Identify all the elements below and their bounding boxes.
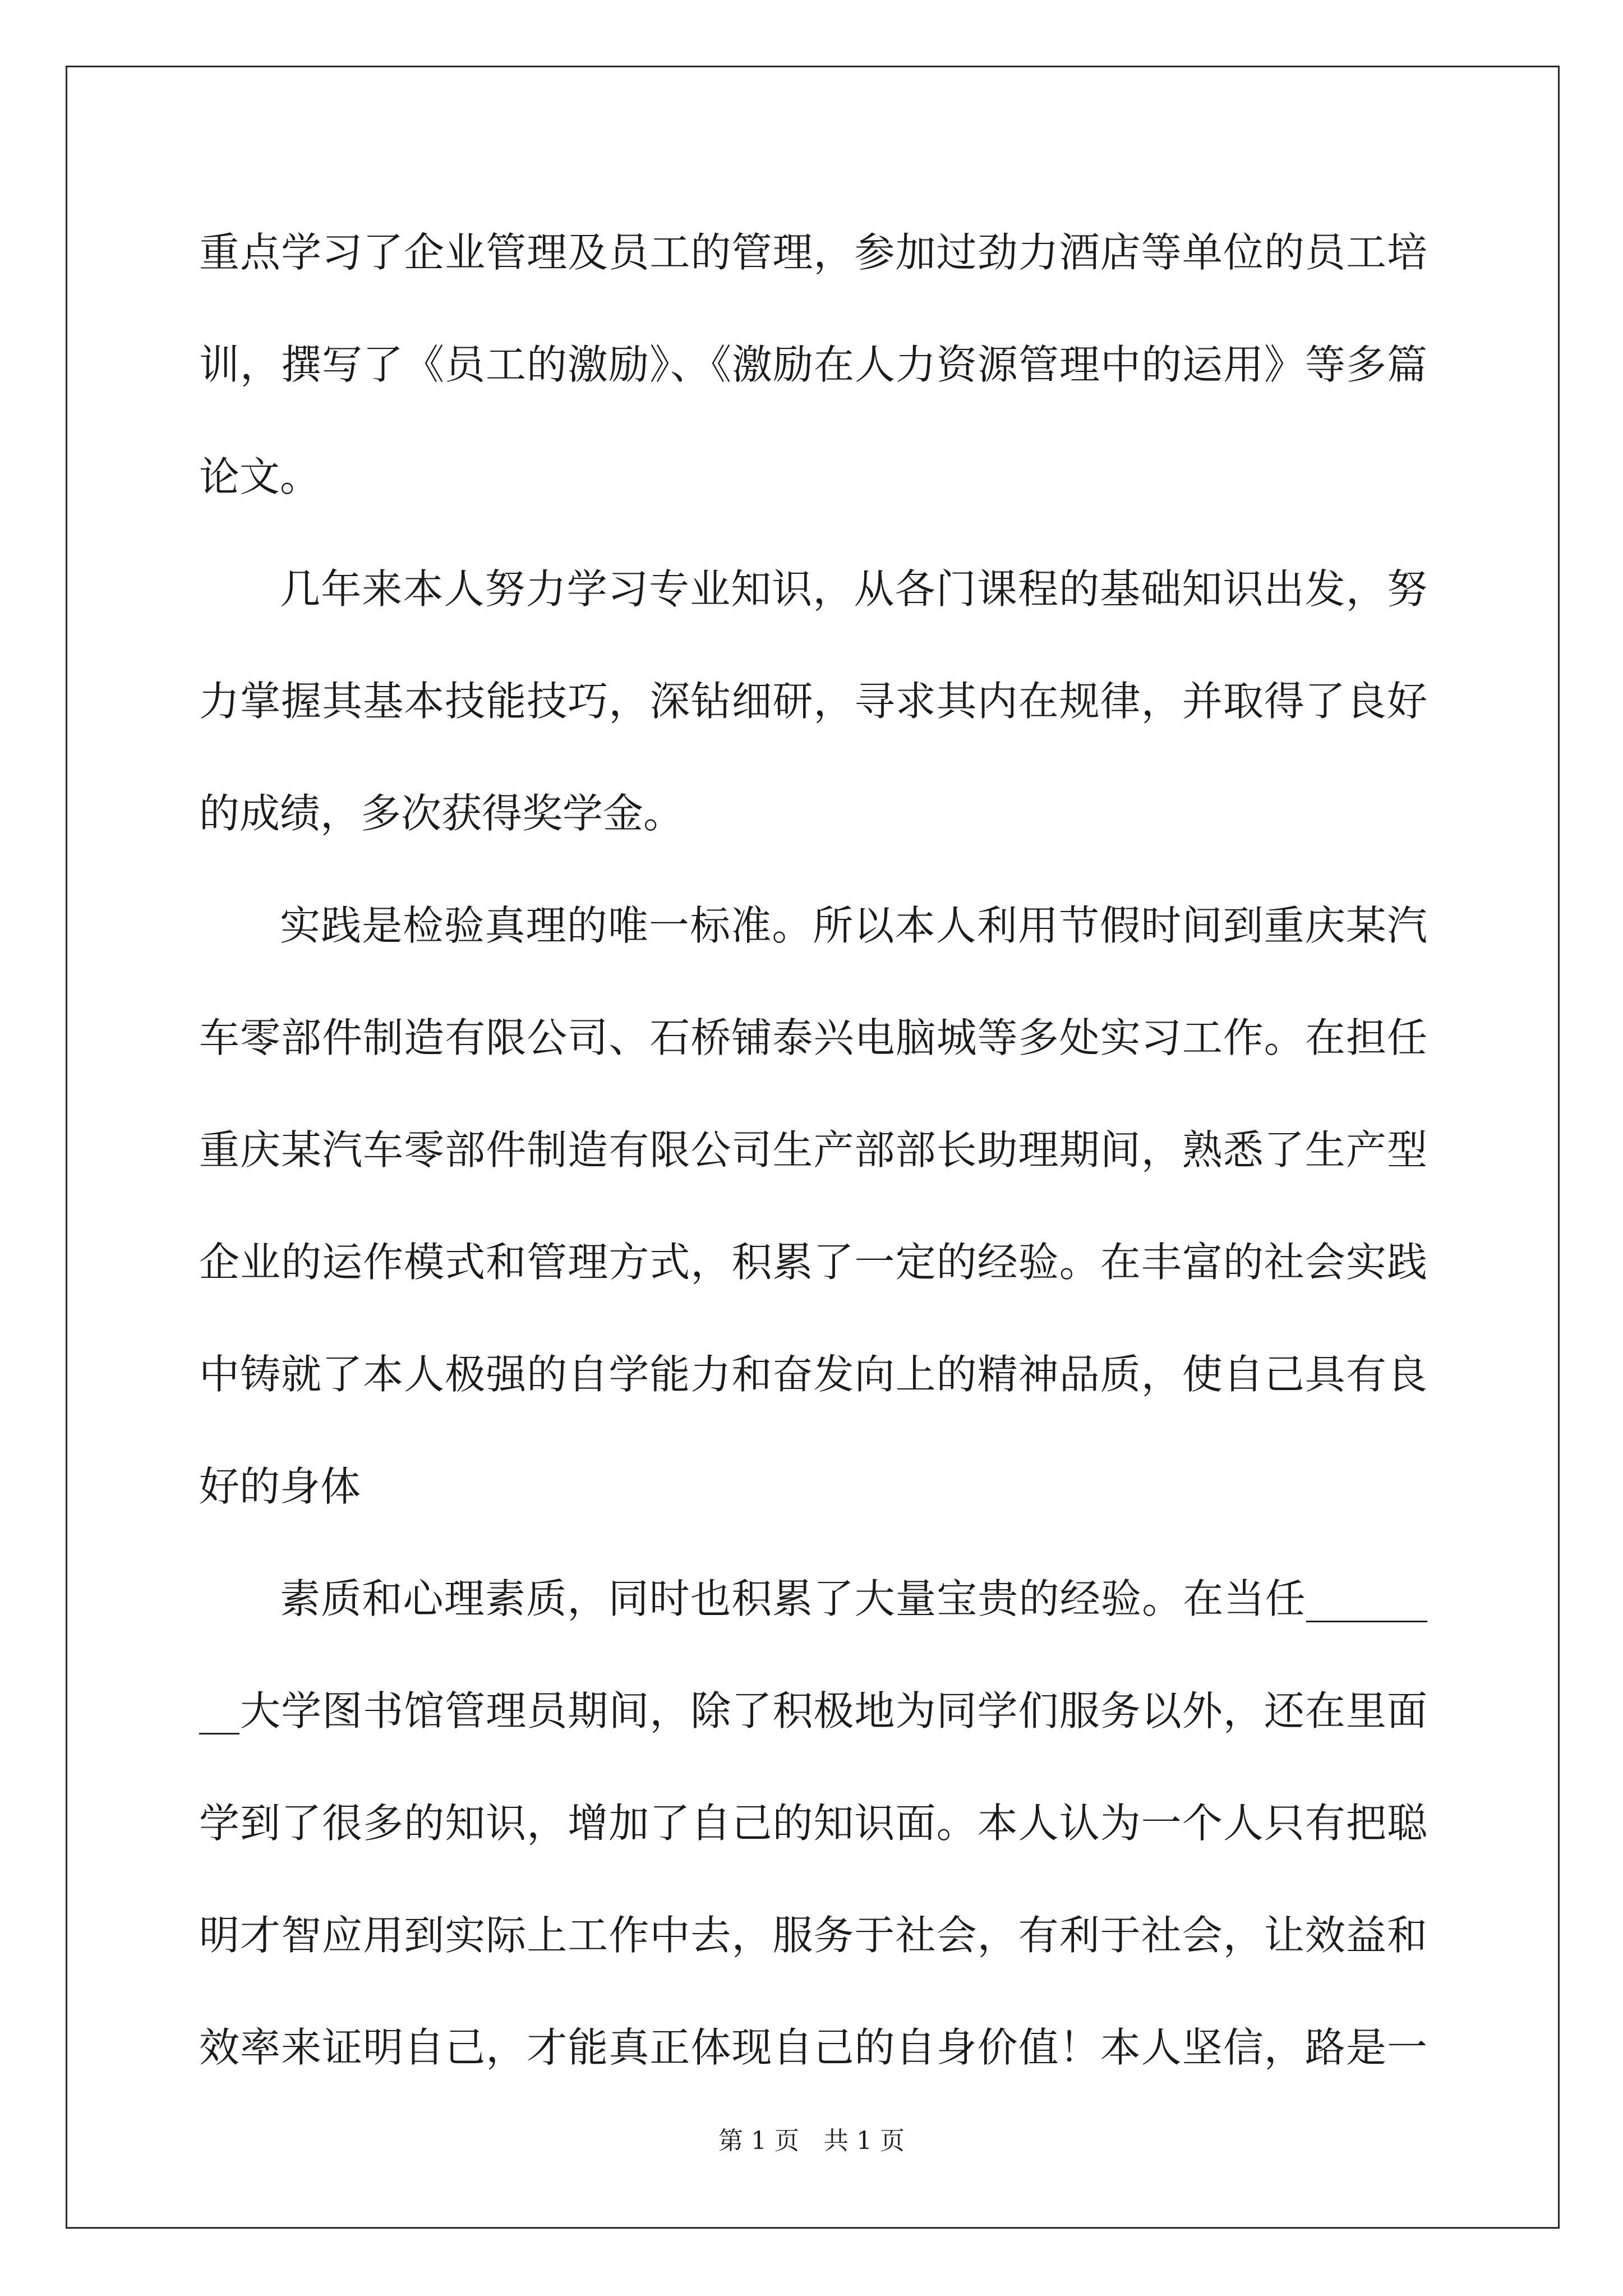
text-line: 中铸就了本人极强的自学能力和奋发向上的精神品质，使自己具有良 xyxy=(199,1351,1427,1398)
text-line: 车零部件制造有限公司、石桥铺泰兴电脑城等多处实习工作。在担任 xyxy=(199,1014,1427,1061)
page-number: 第 1 页 共 1 页 xyxy=(718,2127,905,2155)
text-line: 几年来本人努力学习专业知识，从各门课程的基础知识出发，努 xyxy=(280,565,1427,613)
text-line: 训，撰写了《员工的激励》、《激励在人力资源管理中的运用》等多篇 xyxy=(199,341,1427,388)
text-line: 好的身体 xyxy=(199,1463,361,1510)
text-line: 重点学习了企业管理及员工的管理，参加过劲力酒店等单位的员工培 xyxy=(199,229,1427,276)
text-line: 论文。 xyxy=(199,453,321,500)
document-body xyxy=(199,196,1427,2104)
text-line: 明才智应用到实际上工作中去，服务于社会，有利于社会，让效益和 xyxy=(199,1912,1427,1959)
text-line: __大学图书馆管理员期间，除了积极地为同学们服务以外，还在里面 xyxy=(199,1687,1427,1734)
text-line: 效率来证明自己，才能真正体现自己的自身价值！本人坚信，路是一 xyxy=(199,2024,1427,2071)
text-line: 的成绩，多次获得奖学金。 xyxy=(199,790,684,837)
text-line: 学到了很多的知识，增加了自己的知识面。本人认为一个人只有把聪 xyxy=(199,1800,1427,1847)
text-line: 实践是检验真理的唯一标准。所以本人利用节假时间到重庆某汽 xyxy=(280,902,1427,949)
text-line: 素质和心理素质，同时也积累了大量宝贵的经验。在当任______ xyxy=(280,1575,1427,1622)
text-line: 重庆某汽车零部件制造有限公司生产部部长助理期间，熟悉了生产型 xyxy=(199,1126,1427,1174)
text-line: 力掌握其基本技能技巧，深钻细研，寻求其内在规律，并取得了良好 xyxy=(199,678,1427,725)
text-line: 企业的运作模式和管理方式，积累了一定的经验。在丰富的社会实践 xyxy=(199,1239,1427,1286)
